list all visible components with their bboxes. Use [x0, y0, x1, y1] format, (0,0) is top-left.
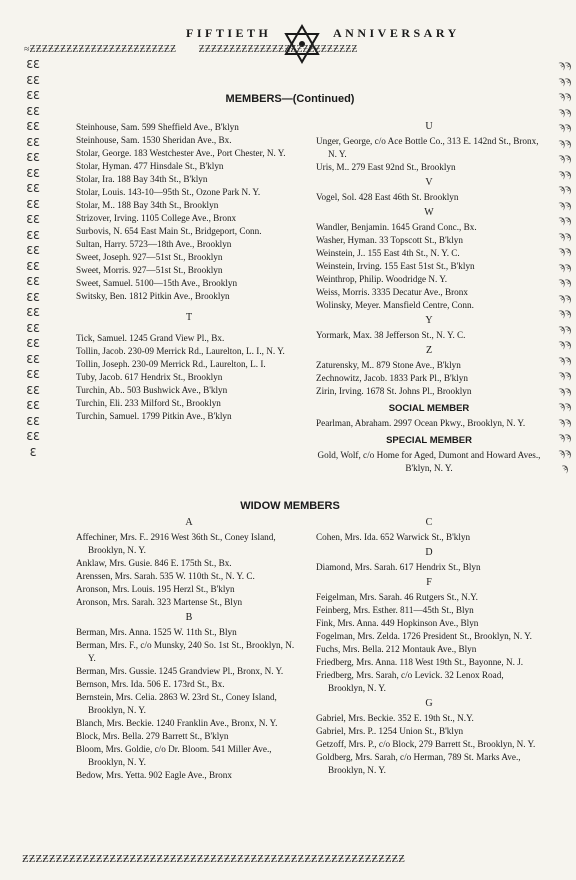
list-item: Stolar, Louis. 143-10—95th St., Ozone Park N. Y.	[76, 187, 261, 197]
list-item: Friedberg, Mrs. Sarah, c/o Levick. 32 Lenox Road, Brooklyn, N. Y.	[316, 670, 504, 693]
list-item: Weinstein, J.. 155 East 4th St., N. Y. C.	[316, 248, 460, 258]
members-left-column	[76, 121, 302, 423]
list-item: Sweet, Morris. 927—51st St., Brooklyn	[76, 265, 223, 275]
decorative-border-top: ≈ƵƵƵƵƵƵƵƵƵƵƵƵƵƵƵƵƵƵƵƵƵƵƵƵ ƵƵƵƵƵƵƵƵƵƵƵƵƵƵƵƵƵƵƵƵƵƵƵƵƵƵ	[24, 44, 358, 55]
header-left-word: FIFTIETH	[186, 26, 272, 40]
list-item: Fink, Mrs. Anna. 449 Hopkinson Ave., Blyn	[316, 618, 479, 628]
list-item: Strizover, Irving. 1105 College Ave., Bronx	[76, 213, 237, 223]
list-item: Cohen, Mrs. Ida. 652 Warwick St., B'klyn	[316, 532, 471, 542]
decorative-border-left: ℇℇℇℇℇℇℇℇℇℇℇℇℇℇℇℇℇℇℇℇℇℇℇℇℇℇℇℇℇℇℇℇℇℇℇℇℇℇℇℇℇℇℇℇℇℇℇℇℇℇℇ	[26, 59, 40, 459]
letter-heading: B	[185, 612, 193, 623]
list-item: Gabriel, Mrs. Beckie. 352 E. 19th St., N.Y.	[316, 713, 474, 723]
widows-left-column	[76, 514, 302, 782]
letter-heading: G	[425, 698, 433, 709]
list-item: Gold, Wolf, c/o Home for Aged, Dumont and Howard Aves., B'klyn, N. Y.	[317, 450, 541, 473]
subsection-heading: SPECIAL MEMBER	[386, 435, 472, 446]
list-item: Arenssen, Mrs. Sarah. 535 W. 110th St., N. Y. C.	[76, 571, 255, 581]
list-item: Uris, M.. 279 East 92nd St., Brooklyn	[316, 162, 456, 172]
list-item: Switsky, Ben. 1812 Pitkin Ave., Brooklyn	[76, 291, 230, 301]
widows-right-column	[316, 514, 542, 777]
list-item: Sweet, Joseph. 927—51st St., Brooklyn	[76, 252, 223, 262]
list-item: Fuchs, Mrs. Bella. 212 Montauk Ave., Blyn	[316, 644, 477, 654]
list-item: Steinhouse, Sam. 599 Sheffield Ave., B'klyn	[76, 122, 239, 132]
list-item: Weinthrop, Philip. Woodridge N. Y.	[316, 274, 448, 284]
list-item: Bloom, Mrs. Goldie, c/o Dr. Bloom. 541 Miller Ave., Brooklyn, N. Y.	[76, 744, 272, 767]
list-item: Gabriel, Mrs. P.. 1254 Union St., B'klyn	[316, 726, 464, 736]
list-item: Pearlman, Abraham. 2997 Ocean Pkwy., Brooklyn, N. Y.	[316, 418, 526, 428]
list-item: Zaturensky, M.. 879 Stone Ave., B'klyn	[316, 360, 461, 370]
list-item: Berman, Mrs. F., c/o Munsky, 240 So. 1st St., Brooklyn, N. Y.	[76, 640, 295, 663]
members-right-column	[316, 118, 542, 475]
list-item: Weinstein, Irving. 155 East 51st St., B'klyn	[316, 261, 475, 271]
letter-heading: Y	[425, 315, 433, 326]
list-item: Washer, Hyman. 33 Topscott St., B'klyn	[316, 235, 463, 245]
list-item: Tick, Samuel. 1245 Grand View Pl., Bx.	[76, 333, 225, 343]
list-item: Affechiner, Mrs. F.. 2916 West 36th St., Coney Island, Brooklyn, N. Y.	[76, 532, 276, 555]
list-item: Berman, Mrs. Gussie. 1245 Grandview Pl., Bronx, N. Y.	[76, 666, 284, 676]
list-item: Anklaw, Mrs. Gusie. 846 E. 175th St., Bx.	[76, 558, 232, 568]
decorative-border-right: ϡϡϡϡϡϡϡϡϡϡϡϡϡϡϡϡϡϡϡϡϡϡϡϡϡϡϡϡϡϡϡϡϡϡϡϡϡϡϡϡϡϡϡϡϡϡϡϡϡϡϡϡϡ	[558, 59, 572, 474]
list-item: Stolar, George. 183 Westchester Ave., Port Chester, N. Y.	[76, 148, 286, 158]
list-item: Zirin, Irving. 1678 St. Johns Pl., Brooklyn	[316, 386, 472, 396]
list-item: Aronson, Mrs. Sarah. 323 Martense St., Blyn	[76, 597, 243, 607]
list-item: Steinhouse, Sam. 1530 Sheridan Ave., Bx.	[76, 135, 232, 145]
spacer	[76, 303, 302, 309]
list-item: Aronson, Mrs. Louis. 195 Herzl St., B'klyn	[76, 584, 235, 594]
list-item: Stolar, Ira. 188 Bay 34th St., B'klyn	[76, 174, 208, 184]
list-item: Goldberg, Mrs. Sarah, c/o Herman, 789 St. Marks Ave., Brooklyn, N. Y.	[316, 752, 521, 775]
letter-heading: Z	[425, 345, 433, 356]
list-item: Bernson, Mrs. Ida. 506 E. 173rd St., Bx.	[76, 679, 225, 689]
list-item: Feinberg, Mrs. Esther. 811—45th St., Blyn	[316, 605, 474, 615]
letter-heading: C	[425, 517, 433, 528]
list-item: Zechnowitz, Jacob. 1833 Park Pl., B'klyn	[316, 373, 468, 383]
list-item: Bernstein, Mrs. Celia. 2863 W. 23rd St., Coney Island, Brooklyn, N. Y.	[76, 692, 277, 715]
list-item: Blanch, Mrs. Beckie. 1240 Franklin Ave., Bronx, N. Y.	[76, 718, 278, 728]
list-item: Turchin, Samuel. 1799 Pitkin Ave., B'klyn	[76, 411, 232, 421]
list-item: Turchin, Eli. 233 Milford St., Brooklyn	[76, 398, 221, 408]
list-item: Sweet, Samuel. 5100—15th Ave., Brooklyn	[76, 278, 238, 288]
list-item: Friedberg, Mrs. Anna. 118 West 19th St., Bayonne, N. J.	[316, 657, 524, 667]
members-section-title: MEMBERS—(Continued)	[225, 93, 355, 105]
list-item: Sultan, Harry. 5723—18th Ave., Brooklyn	[76, 239, 232, 249]
list-item: Block, Mrs. Bella. 279 Barrett St., B'klyn	[76, 731, 229, 741]
letter-heading: T	[185, 312, 193, 323]
letter-heading: U	[425, 121, 433, 132]
list-item: Weiss, Morris. 3335 Decatur Ave., Bronx	[316, 287, 468, 297]
list-item: Feigelman, Mrs. Sarah. 46 Rutgers St., N.Y.	[316, 592, 478, 602]
list-item: Fogelman, Mrs. Zelda. 1726 President St., Brooklyn, N. Y.	[316, 631, 532, 641]
widow-members-title: WIDOW MEMBERS	[240, 500, 340, 512]
list-item: Tuby, Jacob. 617 Hendrix St., Brooklyn	[76, 372, 223, 382]
letter-heading: A	[185, 517, 193, 528]
list-item: Wandler, Benjamin. 1645 Grand Conc., Bx.	[316, 222, 477, 232]
letter-heading: F	[426, 577, 432, 588]
list-item: Stolar, M.. 188 Bay 34th St., Brooklyn	[76, 200, 219, 210]
list-item: Unger, George, c/o Ace Bottle Co., 313 E. 142nd St., Bronx, N. Y.	[316, 136, 539, 159]
list-item: Berman, Mrs. Anna. 1525 W. 11th St., Blyn	[76, 627, 237, 637]
decorative-border-bottom: ƵƵƵƵƵƵƵƵƵƵƵƵƵƵƵƵƵƵƵƵƵƵƵƵƵƵƵƵƵƵƵƵƵƵƵƵƵƵƵƵƵƵƵƵƵƵƵƵƵƵƵƵƵƵƵƵƵ	[22, 853, 405, 865]
letter-heading: V	[425, 177, 433, 188]
list-item: Bedow, Mrs. Yetta. 902 Eagle Ave., Bronx	[76, 770, 232, 780]
list-item: Surbovis, N. 654 East Main St., Bridgeport, Conn.	[76, 226, 262, 236]
list-item: Wolinsky, Meyer. Mansfield Centre, Conn.	[316, 300, 474, 310]
list-item: Tollin, Jacob. 230-09 Merrick Rd., Laurelton, L. I., N. Y.	[76, 346, 285, 356]
list-item: Stolar, Hyman. 477 Hinsdale St., B'klyn	[76, 161, 224, 171]
list-item: Tollin, Joseph. 230-09 Merrick Rd., Laurelton, L. I.	[76, 359, 266, 369]
subsection-heading: SOCIAL MEMBER	[388, 403, 470, 414]
list-item: Diamond, Mrs. Sarah. 617 Hendrix St., Blyn	[316, 562, 481, 572]
list-item: Vogel, Sol. 428 East 46th St. Brooklyn	[316, 192, 459, 202]
letter-heading: W	[424, 207, 434, 218]
letter-heading: D	[425, 547, 433, 558]
list-item: Turchin, Ab.. 503 Bushwick Ave., B'klyn	[76, 385, 228, 395]
list-item: Getzoff, Mrs. P., c/o Block, 279 Barrett St., Brooklyn, N. Y.	[316, 739, 536, 749]
header-right-word: ANNIVERSARY	[333, 26, 460, 40]
list-item: Yormark, Max. 38 Jefferson St., N. Y. C.	[316, 330, 466, 340]
